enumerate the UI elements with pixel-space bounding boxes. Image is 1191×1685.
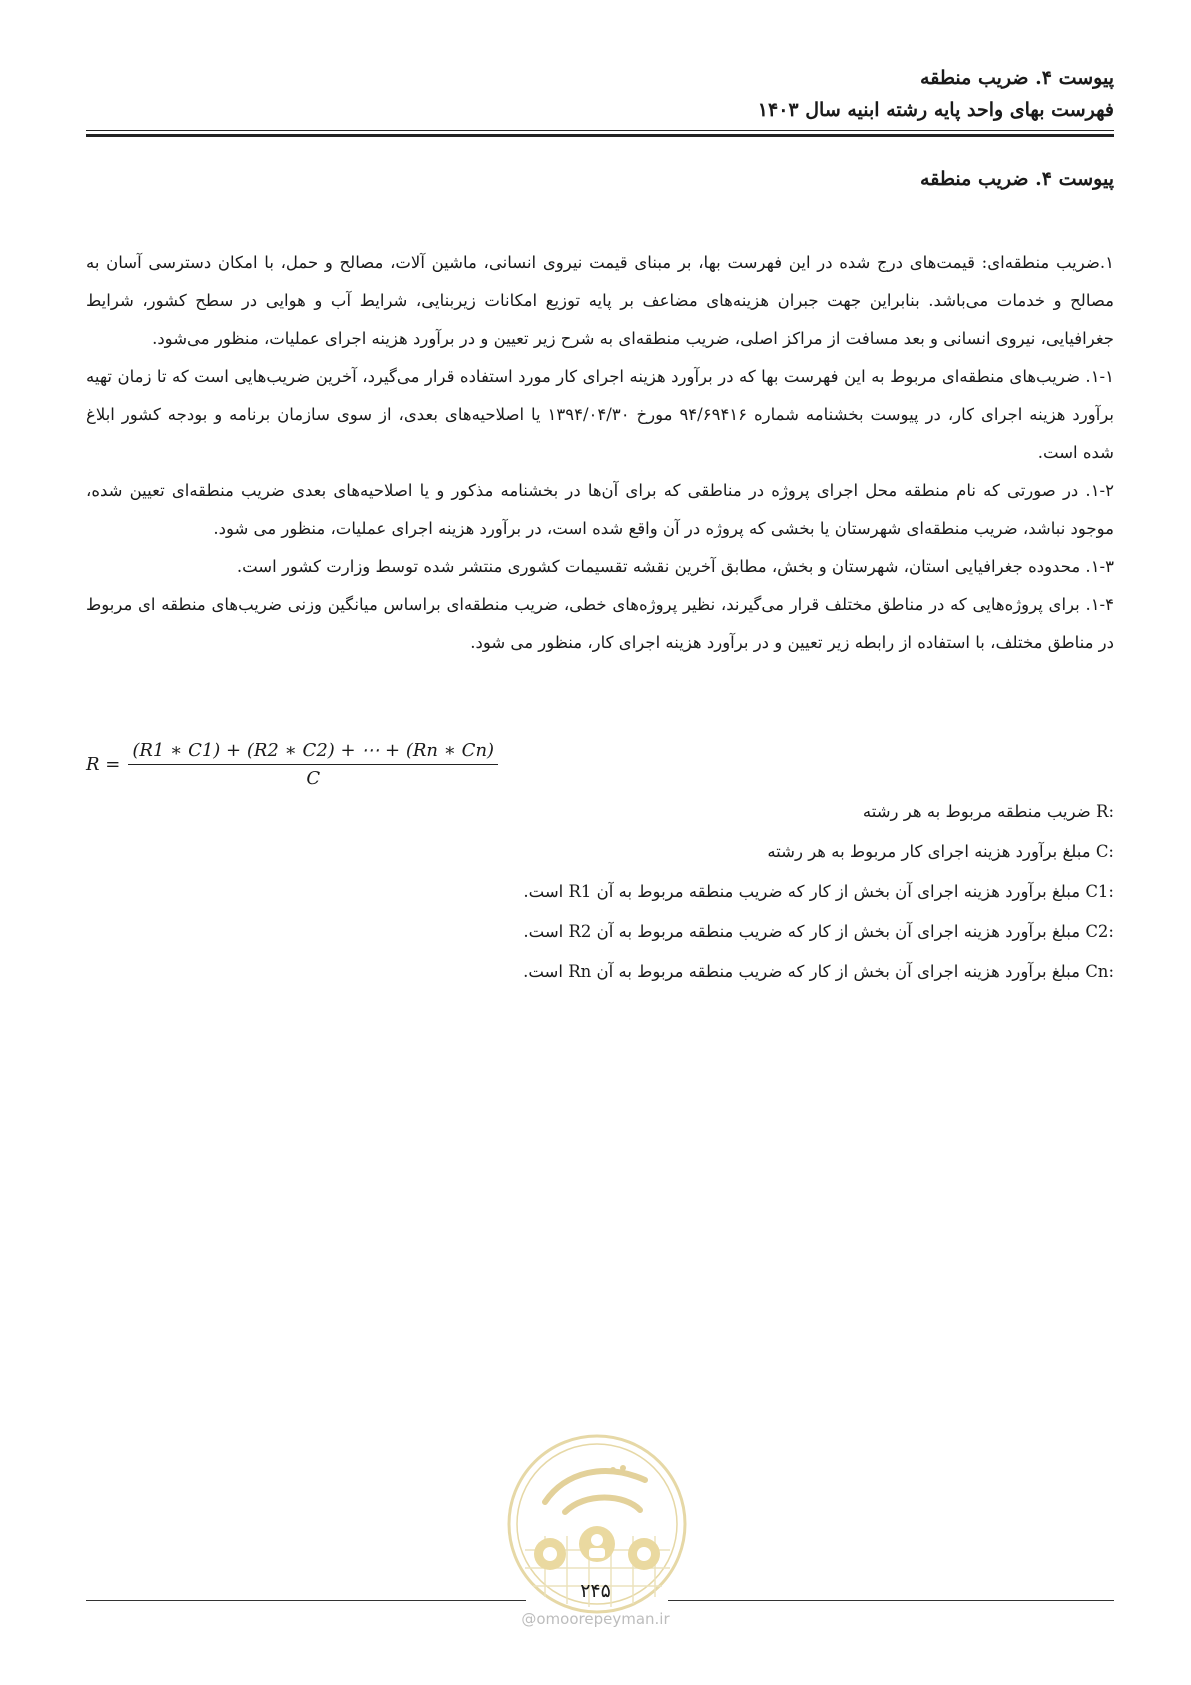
paragraph: ۱-۱. ضریب‌های منطقه‌ای مربوط به این فهرست بها که در برآورد هزینه اجرای کار مورد استفاده قرار می‌گیرد، آخرین ضریب‌هایی است که تا زمان تهیه برآورد هزینه اجرای کار، در پیوست بخشنامه شماره ۹۴/۶۹۴۱۶ مورخ ۱۳۹۴/۰۴/۳۰ یا اصلاحیه‌های بعدی، از سوی سازمان برنامه و بودجه کشور ابلاغ شده است.: [86, 367, 1114, 462]
definition-item: [86, 832, 1114, 872]
definition-symbol: R:: [1096, 802, 1114, 821]
paragraph: ۱.ضریب منطقه‌ای: قیمت‌های درج شده در این فهرست بها، بر مبنای قیمت نیروی انسانی، ماشین آلات، مصالح و حمل، با امکان دسترسی آسان به مصالح و خدمات می‌باشد. بنابراین جهت جبران هزینه‌های مضاعف بر پایه توزیع امکانات زیربنایی، شرایط آب و هوایی در سطح کشور، شرایط جغرافیایی، نیروی انسانی و بعد مسافت از مراکز اصلی، ضریب منطقه‌ای به شرح زیر تعیین و در برآورد هزینه اجرای عملیات، منظور می‌شود.: [86, 253, 1114, 348]
header-divider-thick: [86, 134, 1114, 137]
page-header: [86, 62, 1114, 126]
definition-symbol: C1:: [1085, 882, 1114, 901]
definition-text: مبلغ برآورد هزینه اجرای کار مربوط به هر رشته: [767, 842, 1096, 861]
footer-divider-right: [668, 1600, 1114, 1601]
watermark-url: @omoorepeyman.ir: [521, 1610, 670, 1628]
paragraph: ۱-۴. برای پروژه‌هایی که در مناطق مختلف قرار می‌گیرند، نظیر پروژه‌های خطی، ضریب منطقه‌ای براساس میانگین وزنی ضریب‌های منطقه ای مربوط در مناطق مختلف، با استفاده از رابطه زیر تعیین و در برآورد هزینه اجرای کار، منظور می شود.: [86, 595, 1114, 652]
footer-divider-left: [86, 1600, 526, 1601]
header-divider-thin: [86, 130, 1114, 131]
definition-text: ضریب منطقه مربوط به هر رشته: [862, 802, 1097, 821]
definition-text: مبلغ برآورد هزینه اجرای آن بخش از کار که ضریب منطقه مربوط به آن R1 است.: [523, 882, 1086, 901]
formula-denominator: C: [306, 768, 321, 789]
definition-symbol: C2:: [1085, 922, 1114, 941]
definition-item: [86, 872, 1114, 912]
definition-item: [86, 912, 1114, 952]
header-title: پیوست ۴. ضریب منطقه: [920, 67, 1114, 89]
body-text: [86, 244, 1114, 662]
paragraph: ۱-۳. محدوده جغرافیایی استان، شهرستان و بخش، مطابق آخرین نقشه تقسیمات کشوری منتشر شده توسط وزارت کشور است.: [236, 557, 1114, 576]
paragraph: ۱-۲. در صورتی که نام منطقه محل اجرای پروژه در مناطقی که برای آن‌ها در بخشنامه مذکور و یا اصلاحیه‌های بعدی ضریب منطقه‌ای تعیین شده، موجود نباشد، ضریب منطقه‌ای شهرستان یا بخشی که پروژه در آن واقع شده است، در برآورد هزینه اجرای عملیات، منظور می شود.: [86, 481, 1114, 538]
definition-item: [86, 952, 1114, 992]
formula-numerator: (R1 ∗ C1) + (R2 ∗ C2) + ⋯ + (Rn ∗ Cn): [128, 740, 498, 765]
definition-symbol: C:: [1095, 842, 1114, 861]
page-number: ۲۴۵: [580, 1580, 611, 1602]
header-subtitle: فهرست بهای واحد پایه رشته ابنیه سال ۱۴۰۳: [757, 99, 1114, 121]
formula-fraction: [128, 740, 498, 789]
weighted-average-formula: [86, 740, 498, 789]
definition-text: مبلغ برآورد هزینه اجرای آن بخش از کار که ضریب منطقه مربوط به آن R2 است.: [523, 922, 1086, 941]
formula-definitions: [86, 792, 1114, 992]
definition-text: مبلغ برآورد هزینه اجرای آن بخش از کار که ضریب منطقه مربوط به آن Rn است.: [523, 962, 1086, 981]
definition-item: [86, 792, 1114, 832]
section-title: پیوست ۴. ضریب منطقه: [920, 168, 1114, 190]
formula-lhs: R =: [86, 754, 121, 775]
definition-symbol: Cn:: [1085, 962, 1114, 981]
